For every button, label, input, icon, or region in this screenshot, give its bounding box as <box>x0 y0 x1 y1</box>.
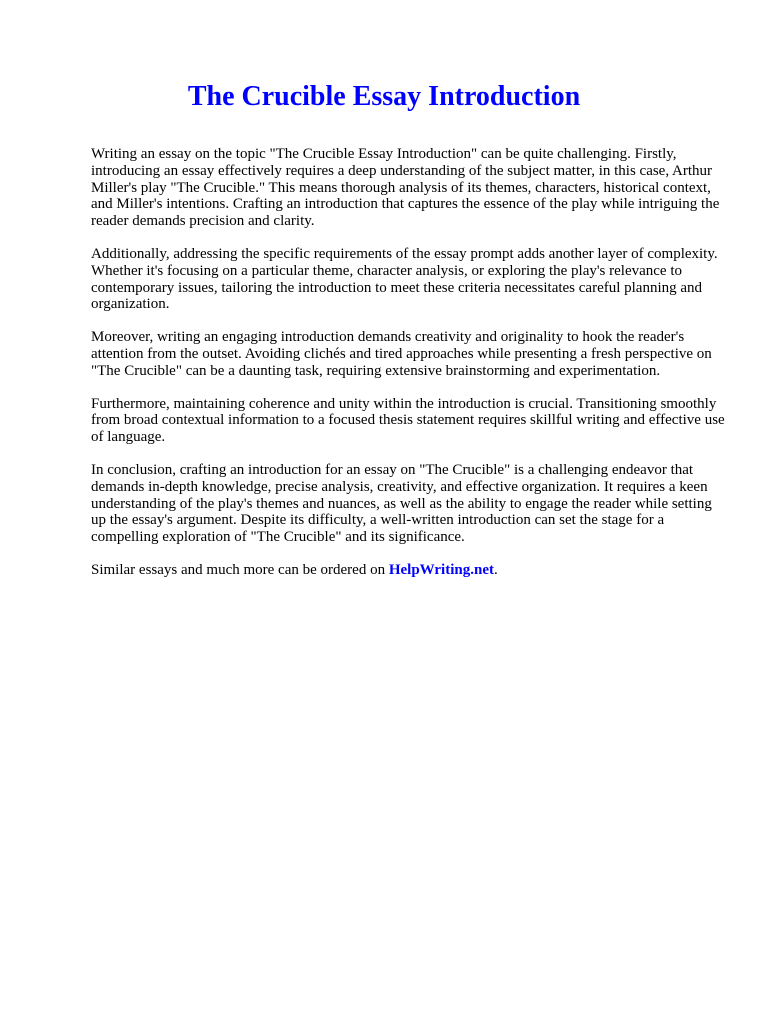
closing-prefix: Similar essays and much more can be ordered on <box>91 561 389 578</box>
paragraph-3: Moreover, writing an engaging introduction demands creativity and originality to hook the reader's attention from the outset. Avoiding clichés and tired approaches while presenting a fresh perspective on "The Crucible" can be a daunting task, requiring extensive brainstorming and experimentation. <box>91 329 712 379</box>
document-body <box>91 146 729 595</box>
paragraph-2: Additionally, addressing the specific requirements of the essay prompt adds another layer of complexity. Whether it's focusing on a particular theme, character analysis, or exploring the play's relevance to contemporary issues, tailoring the introduction to meet these criteria necessitates careful planning and organization. <box>91 245 718 313</box>
closing-suffix: . <box>493 561 498 578</box>
paragraph-1: Writing an essay on the topic "The Crucible Essay Introduction" can be quite challenging. Firstly, introducing an essay effectively requires a deep understanding of the subject matter, in this case, Arthur Miller's play "The Crucible." This means thorough analysis of its themes, characters, historical context, and Miller's intentions. Crafting an introduction that captures the essence of the play while intriguing the reader demands precision and clarity. <box>91 146 720 230</box>
paragraph-4: Furthermore, maintaining coherence and unity within the introduction is crucial. Transitioning smoothly from broad contextual information to a focused thesis statement requires skillful writing and effective use of language. <box>91 395 725 446</box>
paragraph-5: In conclusion, crafting an introduction for an essay on "The Crucible" is a challenging endeavor that demands in-depth knowledge, precise analysis, creativity, and effective organization. It requires a keen understanding of the play's themes and nuances, as well as the ability to engage the reader while setting up the essay's argument. Despite its difficulty, a well-written introduction can set the stage for a compelling exploration of "The Crucible" and its significance. <box>91 461 712 546</box>
closing-paragraph <box>91 562 729 579</box>
page-title: The Crucible Essay Introduction <box>187 81 581 112</box>
helpwriting-link[interactable]: HelpWriting.net <box>388 561 494 578</box>
